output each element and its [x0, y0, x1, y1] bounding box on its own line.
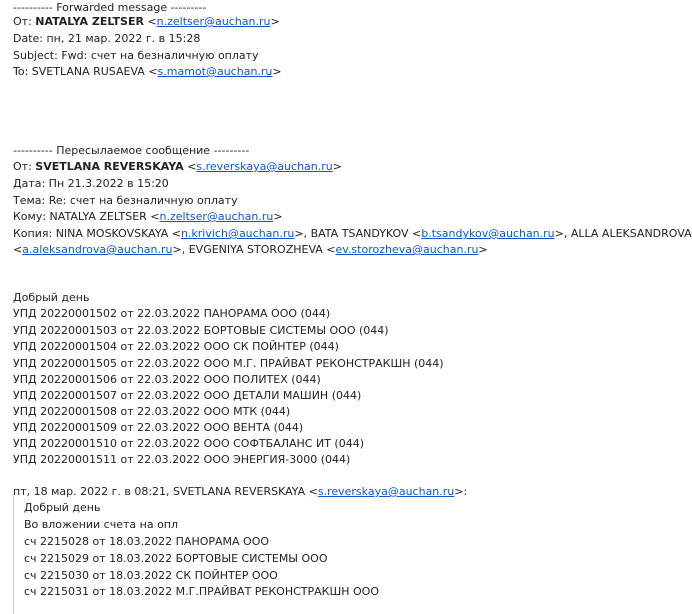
quote-greeting: Добрый день [24, 501, 101, 514]
forwarded-separator: ---------- Forwarded message --------- [13, 1, 207, 14]
from-name: NATALYA ZELTSER [35, 15, 144, 28]
inner-from-label: От: [13, 160, 36, 173]
forwarded-date: Date: пн, 21 мар. 2022 г. в 15:28 [13, 32, 201, 45]
inner-date: Дата: Пн 21.3.2022 в 15:20 [13, 177, 169, 190]
quote-line: сч 2215031 от 18.03.2022 М.Г.ПРАЙВАТ РЕКОНСТРАКШН ООО [24, 585, 379, 598]
quote-attribution-email-link[interactable]: s.reverskaya@auchan.ru [317, 485, 455, 498]
body-line: УПД 20220001503 от 22.03.2022 БОРТОВЫЕ СИСТЕМЫ ООО (044) [13, 324, 389, 337]
body-greeting: Добрый день [13, 291, 90, 304]
forwarded-from: От: NATALYA ZELTSER <n.zeltser@auchan.ru> [13, 15, 280, 28]
cc-mid-1: >, BATA TSANDYKOV < [294, 227, 422, 240]
body-line: УПД 20220001502 от 22.03.2022 ПАНОРАМА ООО (044) [13, 307, 331, 320]
body-line: УПД 20220001505 от 22.03.2022 ООО М.Г. ПРАЙВАТ РЕКОНСТРАКШН (044) [13, 357, 444, 370]
quote-line: сч 2215029 от 18.03.2022 БОРТОВЫЕ СИСТЕМЫ ООО [24, 552, 328, 565]
inner-from: От: SVETLANA REVERSKAYA <s.reverskaya@auchan.ru> [13, 160, 342, 173]
inner-to-label: Кому: NATALYA ZELTSER < [13, 210, 160, 223]
cc-label: Копия: NINA MOSKOVSKAYA < [13, 227, 181, 240]
to-email-link[interactable]: s.mamot@auchan.ru [157, 65, 273, 78]
to-label: To: SVETLANA RUSAEVA < [13, 65, 158, 78]
cc-email-2-link[interactable]: b.tsandykov@auchan.ru [421, 227, 555, 240]
cc-mid-2: >, ALLA ALEKSANDROVA [554, 227, 692, 240]
body-line: УПД 20220001504 от 22.03.2022 ООО СК ПОЙНТЕР (044) [13, 340, 339, 353]
from-email-link[interactable]: n.zeltser@auchan.ru [156, 15, 271, 28]
body-line: УПД 20220001511 от 22.03.2022 ООО ЭНЕРГИЯ-3000 (044) [13, 453, 351, 466]
body-line: УПД 20220001507 от 22.03.2022 ООО ДЕТАЛИ МАШИН (044) [13, 389, 362, 402]
cc-email-1-link[interactable]: n.krivich@auchan.ru [180, 227, 295, 240]
inner-to: Кому: NATALYA ZELTSER <n.zeltser@auchan.ru> [13, 210, 283, 223]
forwarded-subject: Subject: Fwd: счет на безналичную оплату [13, 49, 259, 62]
quoted-message [13, 494, 654, 614]
inner-cc [13, 226, 692, 242]
quote-line: сч 2215028 от 18.03.2022 ПАНОРАМА ООО [24, 535, 270, 548]
inner-separator: ---------- Пересылаемое сообщение --------- [13, 144, 250, 157]
forwarded-to: To: SVETLANA RUSAEVA <s.mamot@auchan.ru> [13, 65, 282, 78]
from-label: От: [13, 15, 36, 28]
body-line: УПД 20220001510 от 22.03.2022 ООО СОФТБАЛАНС ИТ (044) [13, 437, 364, 450]
quote-intro: Во вложении счета на опл [24, 518, 179, 531]
inner-subject: Тема: Re: счет на безналичную оплату [13, 194, 238, 207]
quote-attribution-prefix: пт, 18 мар. 2022 г. в 08:21, SVETLANA REVERSKAYA < [13, 485, 318, 498]
inner-from-email-link[interactable]: s.reverskaya@auchan.ru [196, 160, 333, 173]
cc-email-3-link[interactable]: a.aleksandrova@auchan.ru [22, 243, 173, 256]
quote-line: сч 2215030 от 18.03.2022 СК ПОЙНТЕР ООО [24, 569, 278, 582]
inner-from-name: SVETLANA REVERSKAYA [35, 160, 184, 173]
cc-email-4-link[interactable]: ev.storozheva@auchan.ru [335, 243, 479, 256]
quote-attribution-suffix: >: [454, 485, 468, 498]
inner-cc-cont: <a.aleksandrova@auchan.ru>, EVGENIYA STOROZHEVA <ev.storozheva@auchan.ru> [13, 243, 488, 256]
body-line: УПД 20220001509 от 22.03.2022 ООО ВЕНТА (044) [13, 421, 304, 434]
body-line: УПД 20220001506 от 22.03.2022 ООО ПОЛИТЕХ (044) [13, 373, 321, 386]
cc-mid-3: >, EVGENIYA STOROZHEVA < [172, 243, 336, 256]
inner-to-email-link[interactable]: n.zeltser@auchan.ru [159, 210, 274, 223]
body-line: УПД 20220001508 от 22.03.2022 ООО МТК (044) [13, 405, 291, 418]
